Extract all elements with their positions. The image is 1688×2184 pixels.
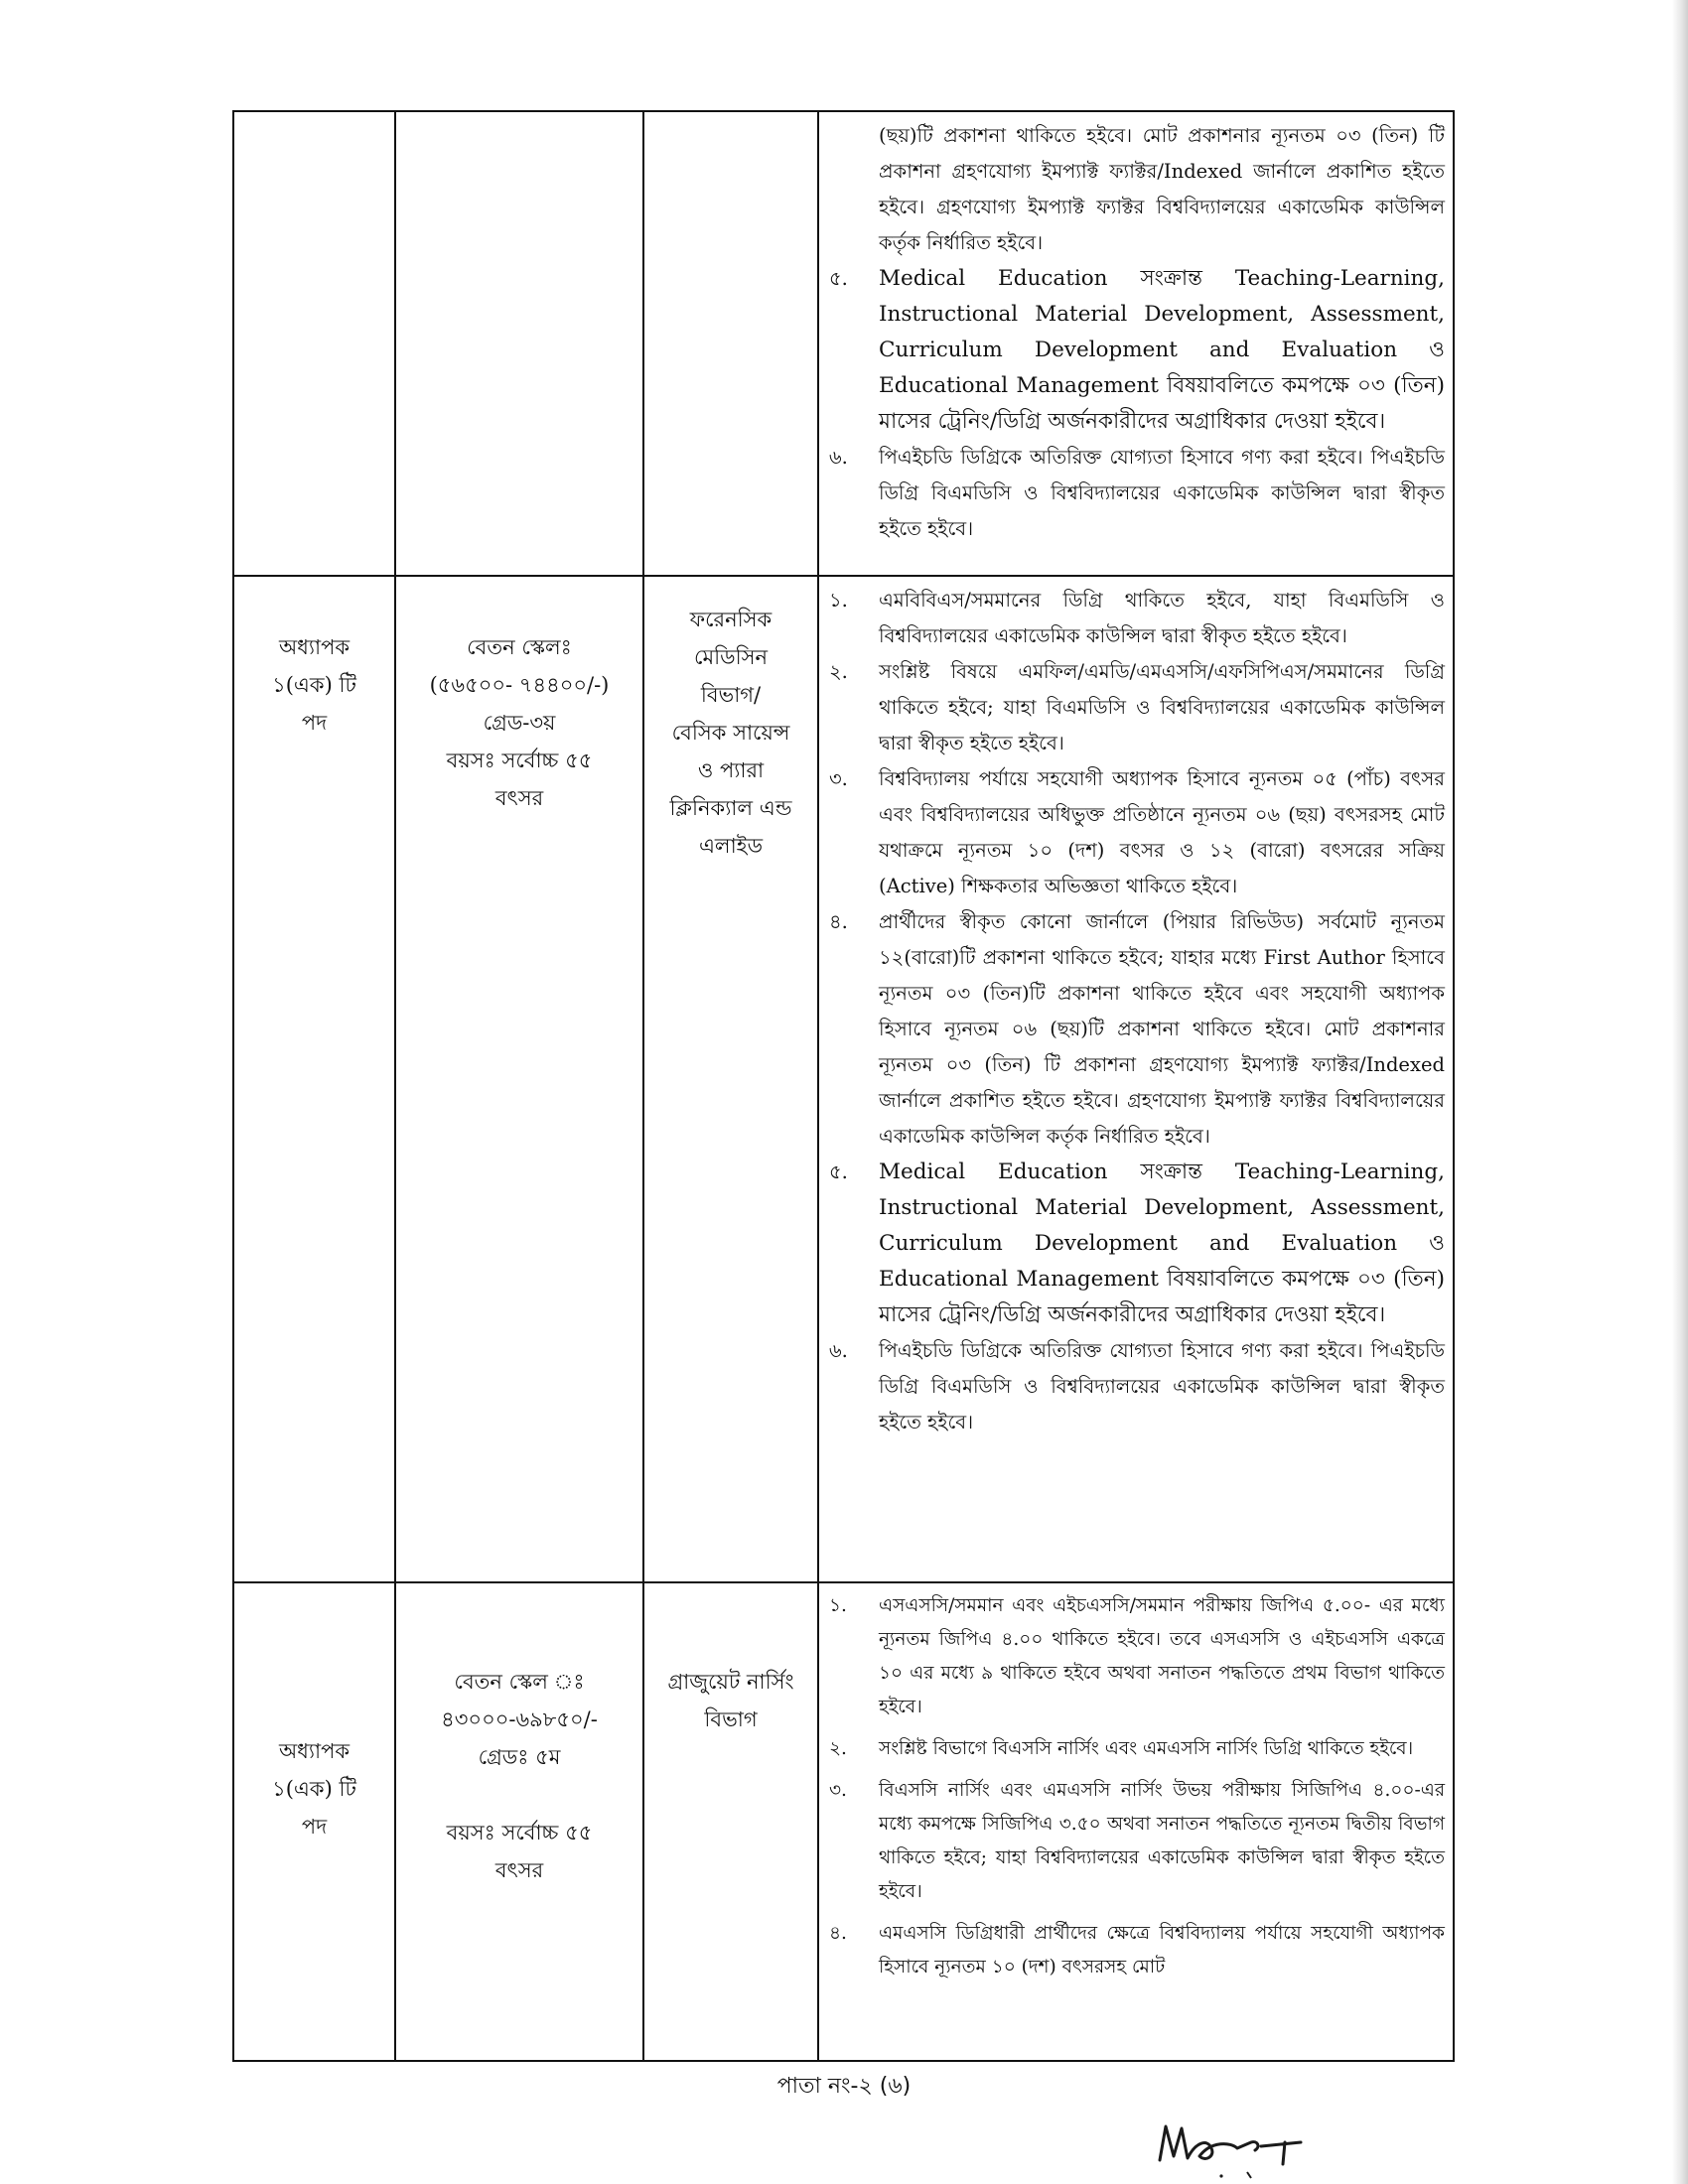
age-unit: বৎসর <box>494 1858 544 1882</box>
item-number: ৪. <box>829 910 848 933</box>
department-line: মেডিসিন <box>693 645 769 669</box>
item-number: ৫. <box>829 267 848 290</box>
list-item <box>825 583 1445 654</box>
department-line: ফরেনসিক <box>689 608 773 631</box>
list-item <box>825 1155 1445 1333</box>
department-line: বেসিক সায়েন্স <box>671 721 790 745</box>
age-unit: বৎসর <box>494 786 544 810</box>
requirements-table <box>232 110 1455 2062</box>
department-line: এলাইড <box>698 834 764 858</box>
list-item <box>825 1917 1445 1984</box>
item-number: ৪. <box>829 1923 847 1944</box>
item-text: পিএইচডি ডিগ্রিকে অতিরিক্ত যোগ্যতা হিসাবে গণ্য করা হইবে। পিএইচডি ডিগ্রি বিএমডিসি ও বিশ্ববিদ্যালয়ের একাডেমিক কাউন্সিল দ্বারা স্বীকৃত হইতে হইবে। <box>879 1339 1445 1433</box>
item-text: (ছয়)টি প্রকাশনা থাকিতে হইবে। মোট প্রকাশনার ন্যূনতম ০৩ (তিন) টি প্রকাশনা গ্রহণযোগ্য ইমপ্যাক্ট ফ্যাক্টর/Indexed জার্নালে প্রকাশিত হইতে হইবে। গ্রহণযোগ্য ইমপ্যাক্ট ফ্যাক্টর বিশ্ববিদ্যালয়ের একাডেমিক কাউন্সিল কর্তৃক নির্ধারিত হইবে। <box>879 124 1445 254</box>
department-cell <box>643 1582 818 2061</box>
department-line: গ্রাজুয়েট নার্সিং <box>667 1670 794 1694</box>
signature <box>1152 2113 1331 2182</box>
pay-scale-value: (৫৬৫০০- ৭৪৪০০/-) <box>429 673 610 697</box>
post-cell <box>233 111 395 576</box>
department-line: বিভাগ/ <box>700 683 762 707</box>
item-number: ২. <box>829 1738 847 1759</box>
item-text: বিশ্ববিদ্যালয় পর্যায়ে সহযোগী অধ্যাপক হিসাবে ন্যূনতম ০৫ (পাঁচ) বৎসর এবং বিশ্ববিদ্যালয়ের অধিভুক্ত প্রতিষ্ঠানে ন্যূনতম ০৬ (ছয়) বৎসরসহ মোট যথাক্রমে ন্যূনতম ১০ (দশ) বৎসর ও ১২ (বারো) বৎসরের সক্রিয় (Active) শিক্ষকতার অভিজ্ঞতা থাকিতে হইবে। <box>879 767 1445 897</box>
qualification-cell <box>818 1582 1454 2061</box>
list-item <box>825 1589 1445 1724</box>
item-text: Medical Education সংক্রান্ত Teaching-Learning, Instructional Material Development, Assessment, Curriculum Development and Evaluation ও Educational Management বিষয়াবলিতে কমপক্ষে ০৩ (তিন) মাসের ট্রেনিং/ডিগ্রি অর্জনকারীদের অগ্রাধিকার দেওয়া হইবে। <box>879 1160 1445 1327</box>
department-cell <box>643 576 818 1582</box>
item-number: ৬. <box>829 1339 848 1362</box>
department-line: ক্লিনিক্যাল এন্ড <box>669 796 792 820</box>
qualification-cell <box>818 576 1454 1582</box>
pay-scale-cell <box>395 1582 643 2061</box>
department-cell <box>643 111 818 576</box>
item-text: বিএসসি নার্সিং এবং এমএসসি নার্সিং উভয় পরীক্ষায় সিজিপিএ ৪.০০-এর মধ্যে কমপক্ষে সিজিপিএ ৩.৫০ অথবা সনাতন পদ্ধতিতে ন্যূনতম দ্বিতীয় বিভাগ থাকিতে হইবে; যাহা বিশ্ববিদ্যালয়ের একাডেমিক কাউন্সিল দ্বারা স্বীকৃত হইতে হইবে। <box>879 1780 1445 1902</box>
table-row <box>233 576 1454 1582</box>
item-number: ৫. <box>829 1160 848 1183</box>
item-text: সংশ্লিষ্ট বিভাগে বিএসসি নার্সিং এবং এমএসসি নার্সিং ডিগ্রি থাকিতে হইবে। <box>879 1738 1414 1759</box>
age-limit: বয়সঃ সর্বোচ্চ ৫৫ <box>446 749 593 772</box>
post-cell <box>233 576 395 1582</box>
item-text: Medical Education সংক্রান্ত Teaching-Learning, Instructional Material Development, Assessment, Curriculum Development and Evaluation ও Educational Management বিষয়াবলিতে কমপক্ষে ০৩ (তিন) মাসের ট্রেনিং/ডিগ্রি অর্জনকারীদের অগ্রাধিকার দেওয়া হইবে। <box>879 266 1445 434</box>
post-count: ১(এক) টি <box>272 1777 356 1801</box>
pay-scale-cell <box>395 576 643 1582</box>
list-item <box>825 761 1445 904</box>
item-text: এমবিবিএস/সমমানের ডিগ্রি থাকিতে হইবে, যাহা বিএমডিসি ও বিশ্ববিদ্যালয়ের একাডেমিক কাউন্সিল দ্বারা স্বীকৃত হইতে হইবে। <box>879 589 1445 647</box>
department-line: বিভাগ <box>704 1707 758 1731</box>
list-item <box>825 261 1445 440</box>
qualification-cell <box>818 111 1454 576</box>
qualification-list <box>819 577 1453 1444</box>
item-number: ২. <box>829 660 848 683</box>
item-number: ৩. <box>829 1780 847 1801</box>
qualification-list <box>819 1583 1453 1988</box>
item-text: এমএসসি ডিগ্রিধারী প্রার্থীদের ক্ষেত্রে বিশ্ববিদ্যালয় পর্যায়ে সহযোগী অধ্যাপক হিসাবে ন্যূনতম ১০ (দশ) বৎসরসহ মোট <box>879 1923 1445 1978</box>
list-item <box>825 440 1445 547</box>
item-text: সংশ্লিষ্ট বিষয়ে এমফিল/এমডি/এমএসসি/এফসিপিএস/সমমানের ডিগ্রি থাকিতে হইবে; যাহা বিএমডিসি ও বিশ্ববিদ্যালয়ের একাডেমিক কাউন্সিল দ্বারা স্বীকৃত হইতে হইবে। <box>879 660 1445 754</box>
item-text: প্রার্থীদের স্বীকৃত কোনো জার্নালে (পিয়ার রিভিউড) সর্বমোট ন্যূনতম ১২(বারো)টি প্রকাশনা থাকিতে হইবে; যাহার মধ্যে First Author হিসাবে ন্যূনতম ০৩ (তিন)টি প্রকাশনা থাকিতে হইবে এবং সহযোগী অধ্যাপক হিসাবে ন্যূনতম ০৬ (ছয়)টি প্রকাশনা থাকিতে হইবে। মোট প্রকাশনার ন্যূনতম ০৩ (তিন) টি প্রকাশনা গ্রহণযোগ্য ইমপ্যাক্ট ফ্যাক্টর/Indexed জার্নালে প্রকাশিত হইতে হইবে। গ্রহণযোগ্য ইমপ্যাক্ট ফ্যাক্টর বিশ্ববিদ্যালয়ের একাডেমিক কাউন্সিল কর্তৃক নির্ধারিত হইবে। <box>879 910 1445 1148</box>
post-unit: পদ <box>301 1815 328 1839</box>
post-cell <box>233 1582 395 2061</box>
grade: গ্রেডঃ ৫ম <box>478 1745 561 1769</box>
age-limit: বয়সঃ সর্বোচ্চ ৫৫ <box>446 1821 593 1844</box>
item-number: ৩. <box>829 767 848 790</box>
post-title: অধ্যাপক <box>278 1739 351 1763</box>
post-count: ১(এক) টি <box>272 673 356 697</box>
list-item <box>825 118 1445 261</box>
pay-scale-label: বেতন স্কেলঃ <box>467 635 572 659</box>
department-line: ও প্যারা <box>697 758 765 782</box>
item-text: পিএইচডি ডিগ্রিকে অতিরিক্ত যোগ্যতা হিসাবে গণ্য করা হইবে। পিএইচডি ডিগ্রি বিএমডিসি ও বিশ্ববিদ্যালয়ের একাডেমিক কাউন্সিল দ্বারা স্বীকৃত হইতে হইবে। <box>879 446 1445 540</box>
pay-scale-cell <box>395 111 643 576</box>
item-number: ৬. <box>829 446 848 469</box>
item-number <box>825 118 879 261</box>
list-item <box>825 654 1445 761</box>
grade: গ্রেড-৩য় <box>483 711 556 735</box>
post-unit: পদ <box>301 711 328 735</box>
list-item <box>825 1333 1445 1440</box>
item-number: ১. <box>829 589 848 612</box>
item-text: এসএসসি/সমমান এবং এইচএসসি/সমমান পরীক্ষায় জিপিএ ৫.০০- এর মধ্যে ন্যূনতম জিপিএ ৪.০০ থাকিতে হইবে। তবে এসএসসি ও এইচএসসি একত্রে ১০ এর মধ্যে ৯ থাকিতে হইবে অথবা সনাতন পদ্ধতিতে প্রথম বিভাগ থাকিতে হইবে। <box>879 1595 1445 1717</box>
list-item <box>825 1774 1445 1909</box>
list-item <box>825 1732 1445 1766</box>
table-row <box>233 1582 1454 2061</box>
page-edge-shadow <box>1672 0 1688 2184</box>
list-item <box>825 904 1445 1155</box>
table-row <box>233 111 1454 576</box>
pay-scale-value: ৪৩০০০-৬৯৮৫০/- <box>441 1707 598 1731</box>
qualification-list <box>819 112 1453 551</box>
item-number: ১. <box>829 1595 847 1616</box>
post-title: অধ্যাপক <box>278 635 351 659</box>
pay-scale-label: বেতন স্কেল ঃ <box>454 1670 585 1694</box>
page-number: পাতা নং-২ (৬) <box>776 2074 912 2099</box>
